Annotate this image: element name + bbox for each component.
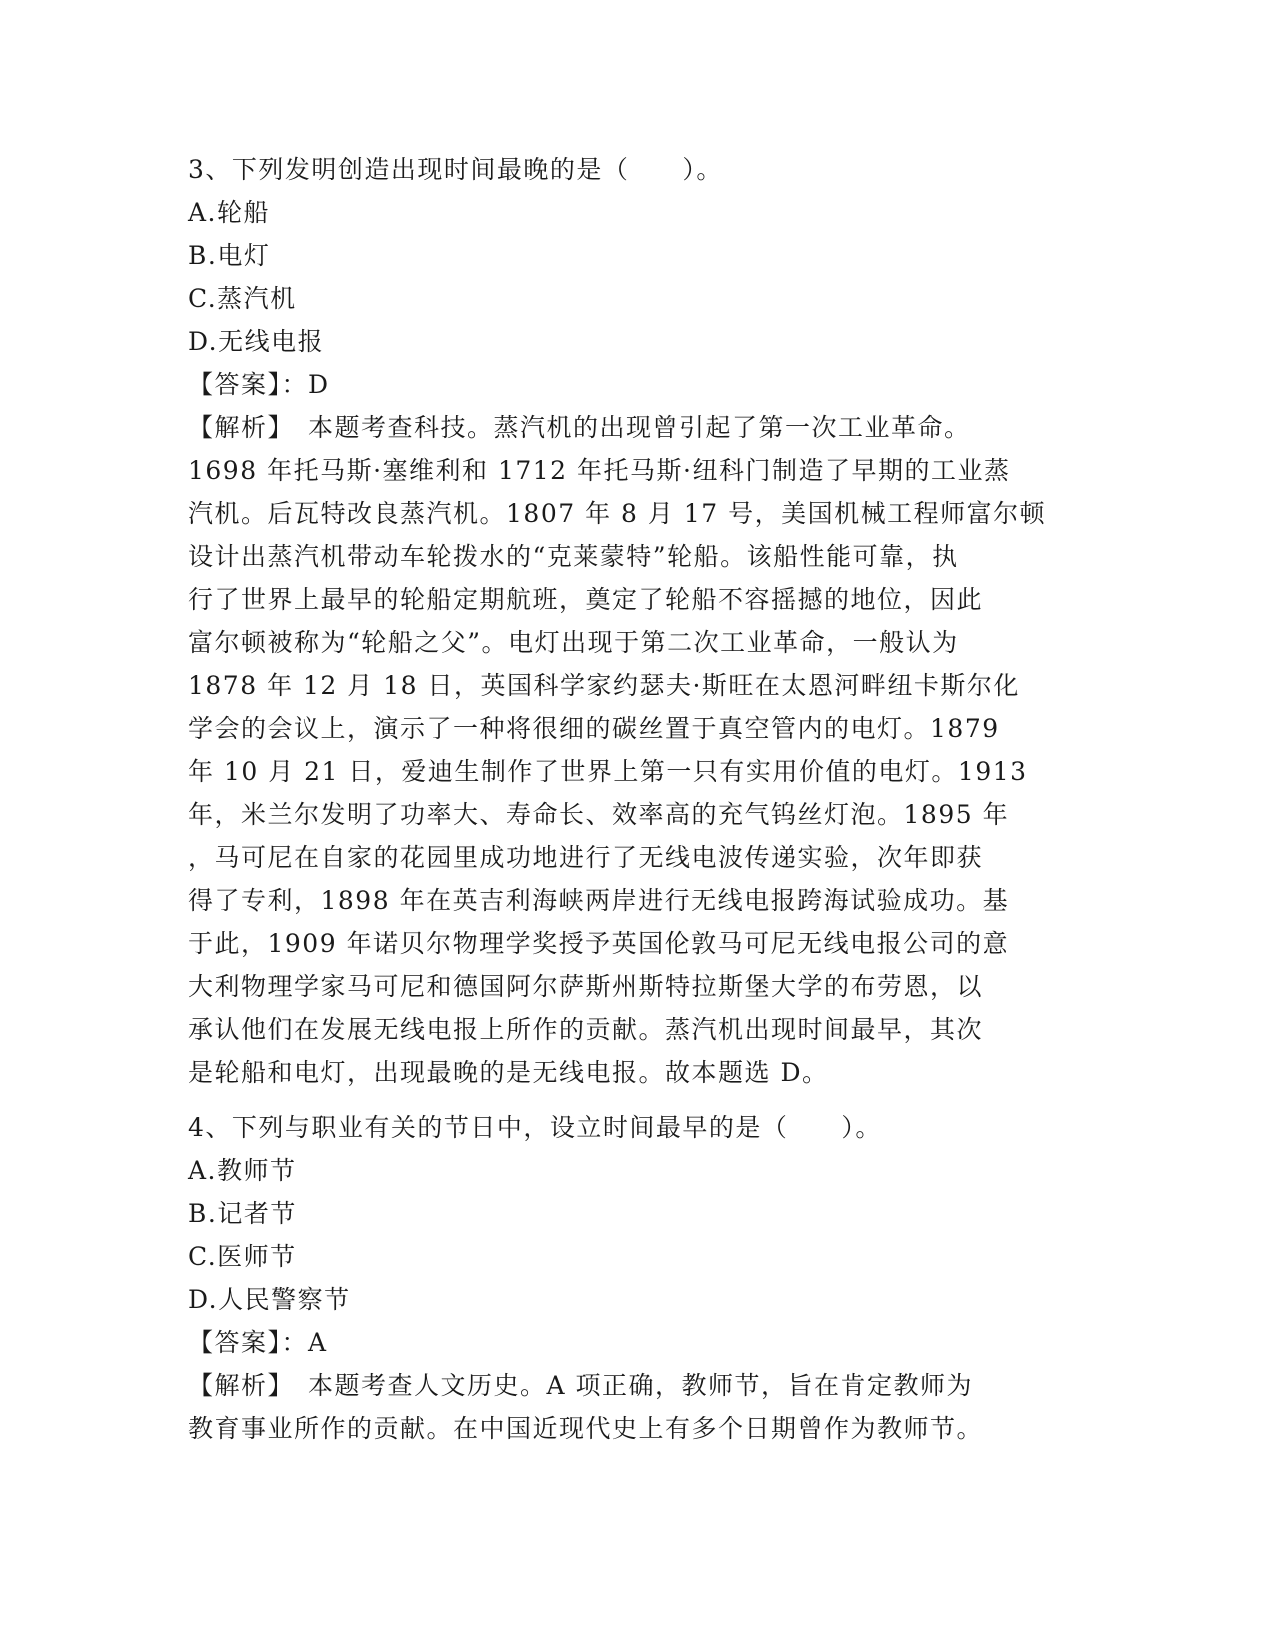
explanation-line: 年，米兰尔发明了功率大、寿命长、效率高的充气钨丝灯泡。1895 年 (188, 800, 1010, 829)
question-3 (188, 148, 1088, 1094)
answer-label: 【答案】： (188, 370, 309, 399)
option-c: C.蒸汽机 (188, 284, 297, 313)
question-stem: 4、下列与职业有关的节日中，设立时间最早的是（ ）。 (188, 1113, 882, 1142)
explanation-line: 是轮船和电灯，出现最晚的是无线电报。故本题选 D。 (188, 1058, 829, 1087)
explanation-line: 富尔顿被称为“轮船之父”。电灯出现于第二次工业革命，一般认为 (188, 628, 959, 657)
explanation-line: 承认他们在发展无线电报上所作的贡献。蒸汽机出现时间最早，其次 (188, 1015, 984, 1044)
explanation-line: 汽机。后瓦特改良蒸汽机。1807 年 8 月 17 号，美国机械工程师富尔顿 (188, 499, 1047, 528)
answer-line (188, 1321, 1088, 1364)
explanation-text: 本题考查人文历史。A 项正确，教师节，旨在肯定教师为 (281, 1371, 974, 1400)
explanation-text: 本题考查科技。蒸汽机的出现曾引起了第一次工业革命。 (281, 413, 971, 442)
explanation-line: 1698 年托马斯·塞维利和 1712 年托马斯·纽科门制造了早期的工业蒸 (188, 456, 1011, 485)
explanation (188, 1364, 1088, 1450)
option-a: A.教师节 (188, 1156, 297, 1185)
explanation-line: 得了专利，1898 年在英吉利海峡两岸进行无线电报跨海试验成功。基 (188, 886, 1010, 915)
option-b: B.电灯 (188, 241, 271, 270)
explanation-line: 大利物理学家马可尼和德国阿尔萨斯州斯特拉斯堡大学的布劳恩，以 (188, 972, 984, 1001)
explanation-line: 学会的会议上，演示了一种将很细的碳丝置于真空管内的电灯。1879 (188, 714, 1000, 743)
option-b: B.记者节 (188, 1199, 297, 1228)
option-d: D.无线电报 (188, 327, 325, 356)
option-c: C.医师节 (188, 1242, 297, 1271)
explanation-line: ，马可尼在自家的花园里成功地进行了无线电波传递实验，次年即获 (188, 843, 984, 872)
answer-line (188, 363, 1088, 406)
explanation-line: 1878 年 12 月 18 日，英国科学家约瑟夫·斯旺在太恩河畔纽卡斯尔化 (188, 671, 1020, 700)
document-page (188, 148, 1088, 1450)
explanation-line: 教育事业所作的贡献。在中国近现代史上有多个日期曾作为教师节。 (188, 1414, 984, 1443)
explanation-line (188, 406, 1088, 449)
answer-value: D (308, 370, 330, 399)
question-4 (188, 1106, 1088, 1450)
explanation-line: 行了世界上最早的轮船定期航班，奠定了轮船不容摇撼的地位，因此 (188, 585, 984, 614)
option-a: A.轮船 (188, 198, 271, 227)
explanation-line (188, 1364, 1088, 1407)
option-d: D.人民警察节 (188, 1285, 351, 1314)
question-stem: 3、下列发明创造出现时间最晚的是（ ）。 (188, 155, 723, 184)
answer-label: 【答案】： (188, 1328, 309, 1357)
question-gap (188, 1094, 1088, 1106)
explanation-line: 于此，1909 年诺贝尔物理学奖授予英国伦敦马可尼无线电报公司的意 (188, 929, 1010, 958)
explanation-line: 设计出蒸汽机带动车轮拨水的“克莱蒙特”轮船。该船性能可靠，执 (188, 542, 959, 571)
explanation-label: 【解析】 (188, 413, 282, 442)
explanation-label: 【解析】 (188, 1371, 282, 1400)
explanation-line: 年 10 月 21 日，爱迪生制作了世界上第一只有实用价值的电灯。1913 (188, 757, 1028, 786)
answer-value: A (308, 1328, 328, 1357)
explanation (188, 406, 1088, 1094)
